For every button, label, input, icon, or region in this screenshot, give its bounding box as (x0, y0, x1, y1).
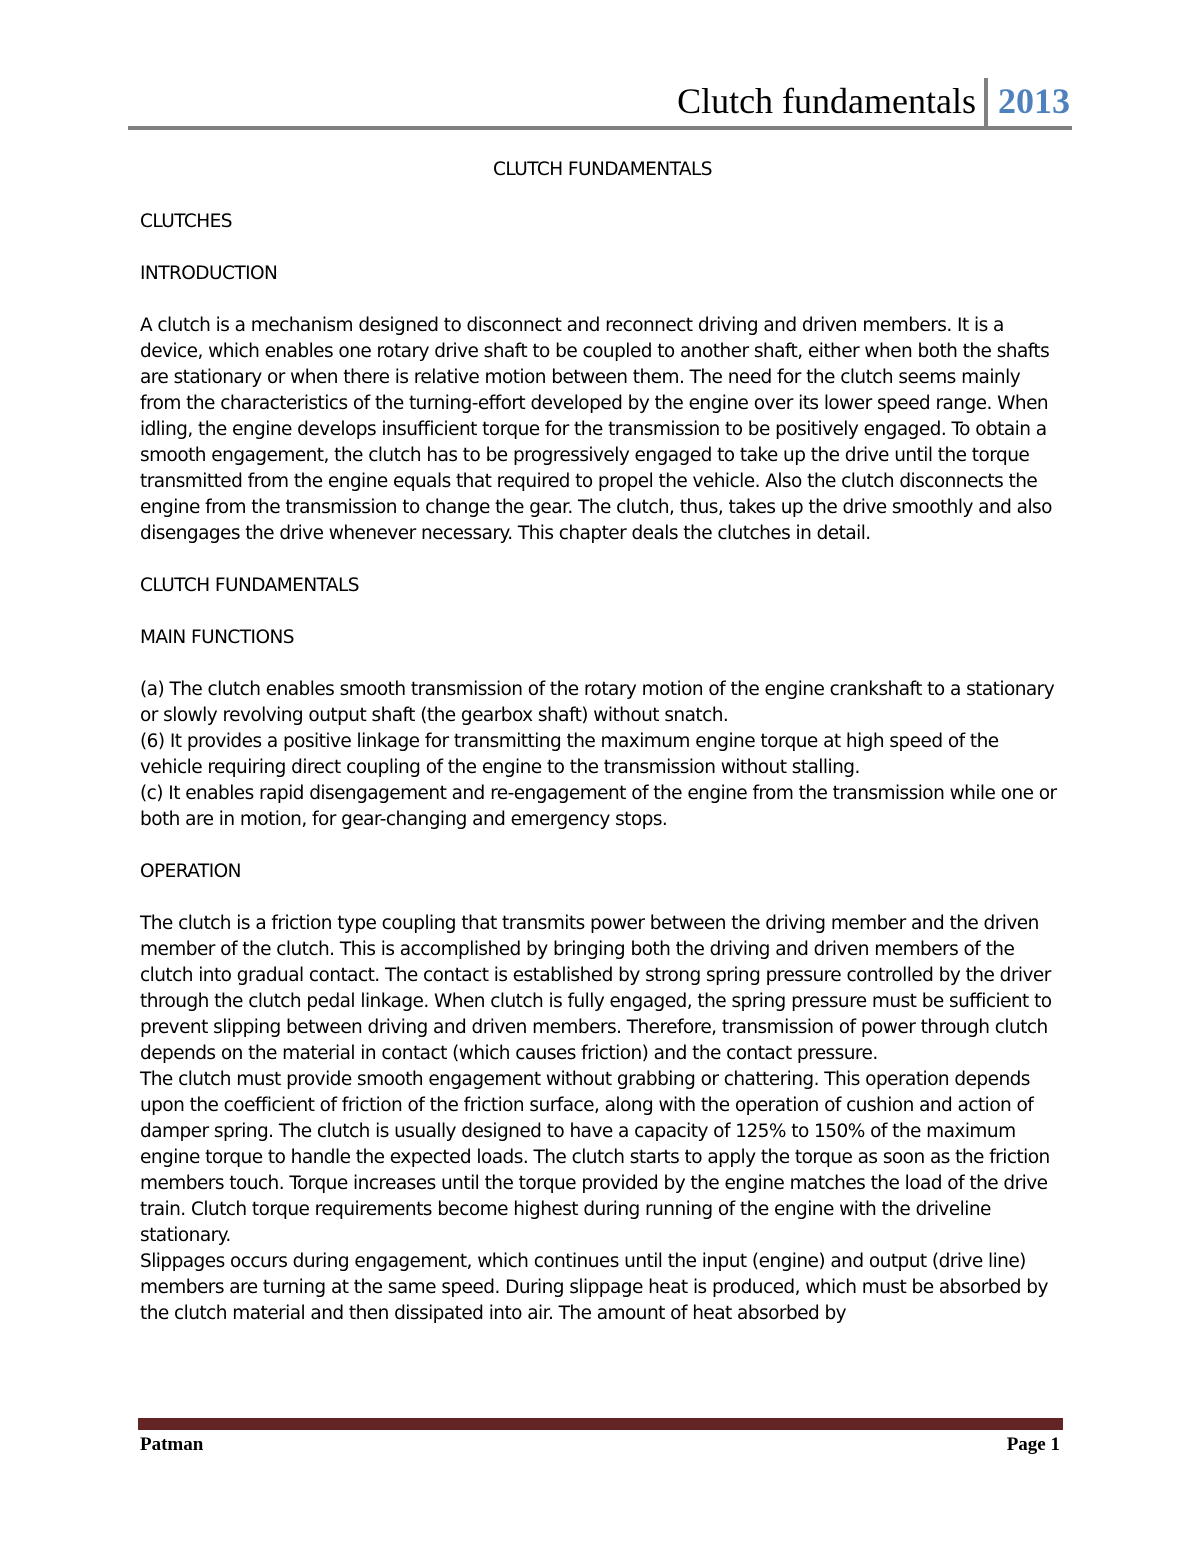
heading-clutches: CLUTCHES (140, 211, 232, 232)
intro-paragraph: A clutch is a mechanism designed to disconnect and reconnect driving and driven members. It is a device, which enables one rotary drive shaft to be coupled to another shaft, either when both the shafts are stationary or when there is relative motion between them. The need for the clutch seems mainly from the characteristics of the turning-effort developed by the engine over its lower speed range. When idling, the engine develops insufficient torque for the transmission to be positively engaged. To obtain a smooth engagement, the clutch has to be progressively engaged to take up the drive until the torque transmitted from the engine equals that required to propel the vehicle. Also the clutch disconnects the engine from the transmission to change the gear. The clutch, thus, takes up the drive smoothly and also disengages the drive whenever necessary. This chapter deals the clutches in detail. (140, 315, 1052, 544)
function-item: (6) It provides a positive linkage for transmitting the maximum engine torque at high speed of the vehicle requiring direct coupling of the engine to the transmission without stalling. (140, 731, 999, 778)
header-title: Clutch fundamentals (677, 81, 976, 121)
function-item: (c) It enables rapid disengagement and re-engagement of the engine from the transmission while one or both are in motion, for gear-changing and emergency stops. (140, 783, 1057, 830)
function-item: (a) The clutch enables smooth transmission of the rotary motion of the engine crankshaft to a stationary or slowly revolving output shaft (the gearbox shaft) without snatch. (140, 679, 1055, 726)
heading-clutch-fundamentals: CLUTCH FUNDAMENTALS (140, 575, 359, 596)
document-title: CLUTCH FUNDAMENTALS (493, 159, 712, 180)
heading-main-functions: MAIN FUNCTIONS (140, 627, 294, 648)
header-year: 2013 (998, 81, 1070, 121)
footer-rule (138, 1418, 1063, 1430)
operation-paragraph: Slippages occurs during engagement, which continues until the input (engine) and output (drive line) members are turning at the same speed. During slippage heat is produced, which must be absorbed by the clutch material and then dissipated into air. The amount of heat absorbed by (140, 1251, 1048, 1324)
document-body (140, 157, 1065, 1327)
page-header (677, 78, 1070, 128)
operation-paragraph: The clutch is a friction type coupling that transmits power between the driving member and the driven member of the clutch. This is accomplished by bringing both the driving and driven members of the clutch into gradual contact. The contact is established by strong spring pressure controlled by the driver through the clutch pedal linkage. When clutch is fully engaged, the spring pressure must be sufficient to prevent slipping between driving and driven members. Therefore, transmission of power through clutch depends on the material in contact (which causes friction) and the contact pressure. (140, 913, 1052, 1064)
header-separator (984, 78, 988, 128)
operation-paragraph: The clutch must provide smooth engagement without grabbing or chattering. This operation depends upon the coefficient of friction of the friction surface, along with the operation of cushion and action of damper spring. The clutch is usually designed to have a capacity of 125% to 150% of the maximum engine torque to handle the expected loads. The clutch starts to apply the torque as soon as the friction members touch. Torque increases until the torque provided by the engine matches the load of the drive train. Clutch torque requirements become highest during running of the engine with the driveline stationary. (140, 1069, 1050, 1246)
heading-operation: OPERATION (140, 861, 241, 882)
header-rule (128, 126, 1072, 130)
footer-author: Patman (140, 1434, 204, 1455)
footer-page-number: Page 1 (1006, 1434, 1060, 1455)
heading-introduction: INTRODUCTION (140, 263, 278, 284)
